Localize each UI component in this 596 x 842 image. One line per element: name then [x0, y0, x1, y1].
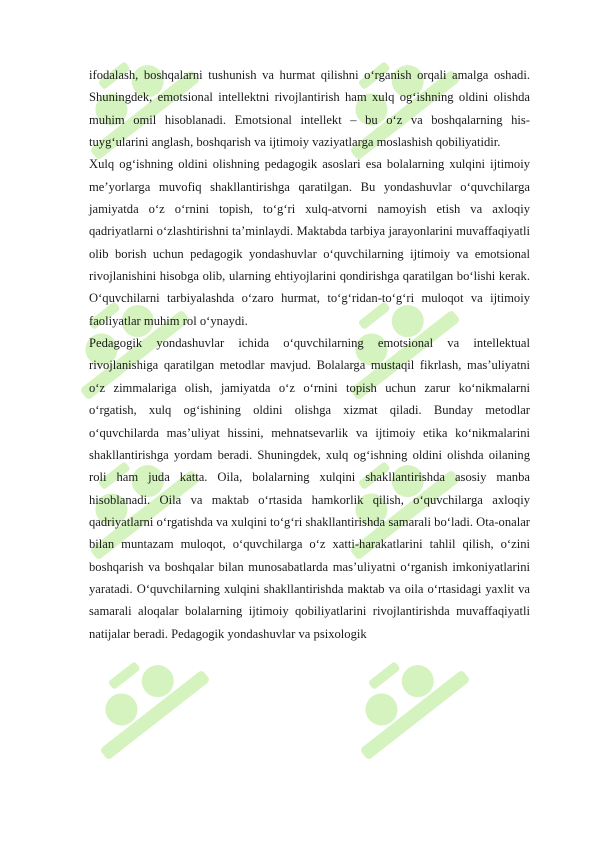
paragraph: ifodalash, boshqalarni tushunish va hurmat qilishni o‘rganish orqali amalga oshadi. Shuningdek, emotsional intellektni rivojlantirish ham xulq og‘ishning oldini olishda muhim omil hisoblanadi. Emotsional intellekt – bu o‘z va boshqalarning his-tuyg‘ularini anglash, boshqarish va ijtimoiy vaziyatlarga moslashish qobiliyatidir.	[89, 68, 530, 150]
leaf-logo-icon	[80, 640, 230, 790]
paragraph: Pedagogik yondashuvlar ichida o‘quvchilarning emotsional va intellektual rivojlanishiga qaratilgan metodlar mavjud. Bolalarga mustaqil fikrlash, mas’uliyatni o‘z zimmalariga olish, jamiyatda o‘z o‘rnini topish uchun zarur ko‘nikmalarni o‘rgatish, xulq og‘ishining oldini olishga xizmat qiladi. Bunday metodlar o‘quvchilarda mas’uliyat hissini, mehnatsevarlik va ijtimoiy etika ko‘nikmalarini shakllantirishga yordam beradi. Shuningdek, xulq og‘ishning oldini olishda oilaning roli ham juda katta. Oila, bolalarning xulqini shakllantirishda asosiy manba hisoblanadi. Oila va maktab o‘rtasida hamkorlik qilish, o‘quvchilarga axloqiy qadriyatlarni o‘rgatishda va xulqini to‘g‘ri shakllantirishda samarali bo‘ladi. Ota-onalar bilan muntazam muloqot, o‘quvchilarga o‘z xatti-harakatlarini tahlil qilish, o‘zini boshqarish va boshqalar bilan munosabatlarda mas’uliyatni o‘rganish imkoniyatlarini yaratadi. O‘quvchilarning xulqini shakllantirishda maktab va oila o‘rtasidagi yaxlit va samarali aloqalar bolalarning ijtimoiy qobiliyatlarini rivojlantirishda muvaffaqiyatli natijalar beradi. Pedagogik yondashuvlar va psixologik	[89, 336, 530, 641]
paragraph: Xulq og‘ishning oldini olishning pedagogik asoslari esa bolalarning xulqini ijtimoiy me’yorlarga muvofiq shakllantirishga qaratilgan. Bu yondashuvlar o‘quvchilarga jamiyatda o‘z o‘rnini topish, to‘g‘ri xulq-atvorni namoyish etish va axloqiy qadriyatlarni o‘zlashtirishni ta’minlaydi. Maktabda tarbiya jarayonlarini muvaffaqiyatli olib borish uchun pedagogik yondashuvlar o‘quvchilarning ijtimoiy va emotsional rivojlanishini hisobga olib, ularning ehtiyojlarini qondirishga qaratilgan bo‘lishi kerak. O‘quvchilarni tarbiyalashda o‘zaro hurmat, to‘g‘ridan-to‘g‘ri muloqot va ijtimoiy faoliyatlar muhim rol o‘ynaydi.	[89, 157, 530, 328]
document-body	[89, 64, 530, 645]
leaf-logo-icon	[340, 640, 490, 790]
